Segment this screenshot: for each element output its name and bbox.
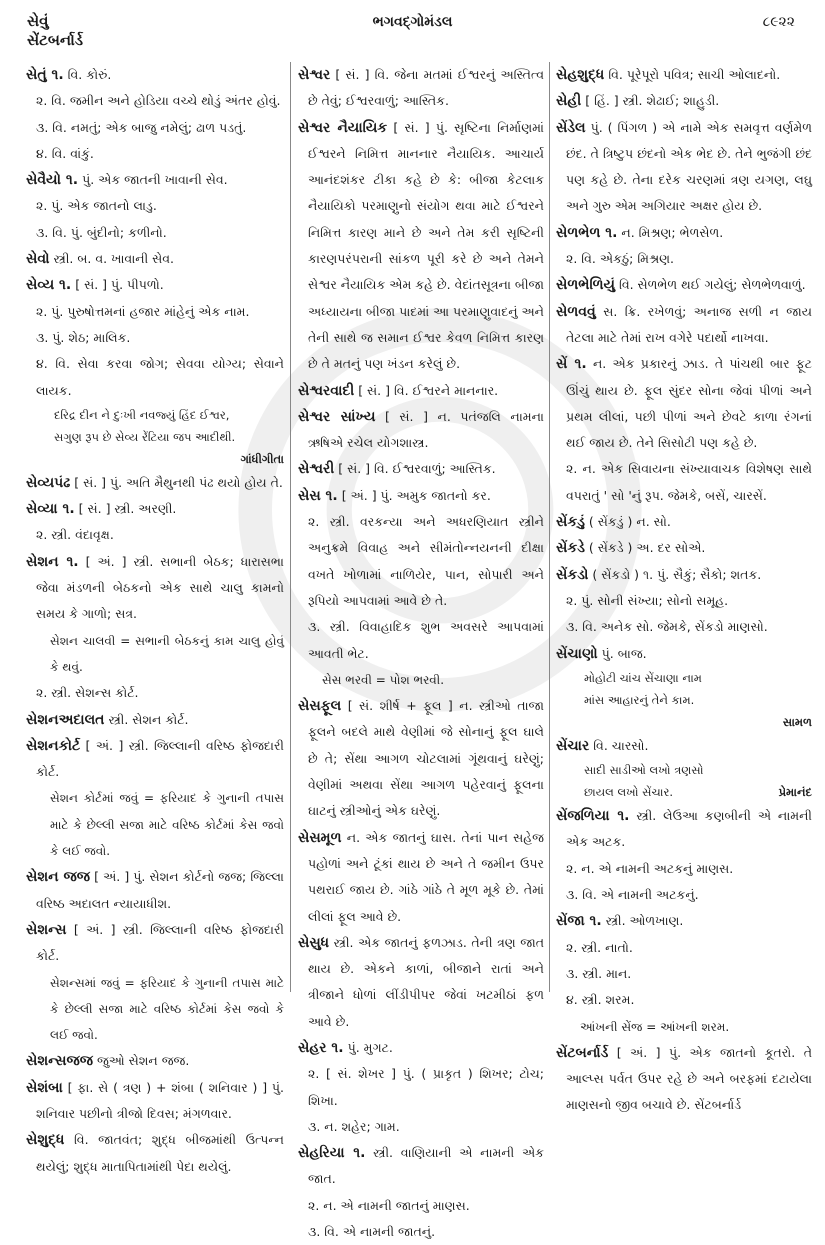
book-title: ભગવદ્ગોમંડલ: [372, 14, 453, 30]
headword: સેંડેલ: [556, 119, 586, 136]
headword: સેશ્વર સાંખ્ય: [298, 408, 376, 425]
sub-sense: ૪. સ્ત્રી. શરમ.: [566, 992, 635, 1008]
headword: સેહશુદ્ધ: [556, 67, 605, 83]
sub-sense: ૪. વિ. વાંકું.: [36, 145, 94, 161]
definition: વિ. ચારસો.: [593, 737, 649, 753]
definition: ( સેંકડું ) ન. સો.: [588, 514, 671, 530]
definition: [ સં. ] પું. પીપળો.: [75, 277, 164, 293]
dictionary-entry: [556, 908, 812, 934]
definition: સ્ત્રી. એક જાતનું ફળઝાડ. તેની ત્રણ જાત થાય છે. એકને કાળાં, બીજાને રાતાં અને ત્રીજાને ધોળાં લીંડીપીપર જેવાં ખટમીઠાં ફળ આવે છે.: [308, 934, 544, 1029]
definition: સ. ક્રિ. રખેળવું; અનાજ સળી ન જાય તેટલા માટે તેમાં રાખ વગેરે પદાર્થો નાખવા.: [566, 303, 812, 345]
headword: સેસમૂળ: [298, 829, 342, 846]
definition: ન. એક જાતનું ઘાસ. તેનાં પાન સહેજ પહોળાં અને ટૂંકાં થાય છે અને તે જમીન ઉપર પથરાઈ જાય છે. ગાંઠે ગાંઠે તે મૂળ મૂકે છે. તેમાં લીલાં ફૂલ આવે છે.: [308, 829, 544, 924]
definition: [ અં. ] પું. અમુક જાતનો કર.: [341, 487, 491, 503]
headword: સેસફૂલ: [298, 698, 342, 715]
dictionary-entry: [556, 803, 812, 856]
dictionary-entry: [26, 167, 284, 193]
sub-sense: ૨. ન. એક સિવાયના સંખ્યાવાચક વિશેષણ સાથે વપરાતું ' સો 'નું રૂપ. જેમકે, બસેં, ચારસેં.: [566, 461, 812, 503]
quotation-line: [584, 781, 812, 803]
sub-sense: ૪. વિ. સેવા કરવા જોગ; સેવવા યોગ્ય; સેવાને લાયક.: [36, 356, 284, 398]
definition: જુઓ સેશન જજ.: [96, 1053, 190, 1069]
headword: સેસુધ: [298, 934, 330, 951]
quotation-attribution: સામળ: [782, 714, 812, 729]
column-2: [298, 62, 544, 1245]
headword: સેંકડે: [556, 540, 585, 557]
definition: [ સં. ] ન. પતંજલિ નામના ઋષિએ રચેલ યોગશાસ્ત્ર.: [308, 408, 544, 451]
definition: [ અં. ] સ્ત્રી. સભાની બેઠક; ધારાસભા જેવા મંડળની બેઠકનો એક સાથે ચાલુ કામનો સમય કે ગાળો; સત્ર.: [36, 553, 284, 622]
dictionary-entry: [556, 115, 812, 220]
usage-phrase: સેશન કોર્ટમાં જવું = ફરિયાદ કે ગુનાની તપાસ માટે કે છેલ્લી સજા માટે વરિષ્ઠ કોર્ટમાં કેસ જવો કે લઈ જવો.: [50, 791, 284, 859]
sub-sense: ૨. [ સં. શેખર ] પું. ( પ્રાકૃત ) શિખર; ટોચ; શિખા.: [308, 1066, 544, 1108]
dictionary-entry: [26, 246, 284, 272]
dictionary-entry: [298, 404, 544, 457]
headword: સેહર ૧.: [298, 1039, 344, 1056]
headword: સેંટબર્નાર્ડ: [556, 1044, 609, 1061]
definition: પું. એક જાતની ખાવાની સેવ.: [82, 172, 228, 188]
quotation: [26, 404, 284, 448]
definition: પું. મુગટ.: [347, 1039, 393, 1055]
quotation-line: [54, 404, 284, 426]
headword: સેશુદ્ધ: [26, 1132, 65, 1149]
definition: [ સં. ] પું. અતિ મૈથુનથી પંઢ થયો હોય તે.: [74, 474, 283, 490]
definition: [ હિં. ] સ્ત્રી. શેઢાઈ; શાહુડી.: [585, 93, 720, 109]
last-guide-word: સેંટબર્નાર્ડ: [27, 31, 84, 49]
dictionary-entry: [298, 483, 544, 509]
quotation-text: માંસ આહારનું તેને કામ.: [584, 692, 695, 707]
definition: [ અં. ] સ્ત્રી. જિલ્લાની વરિષ્ઠ ફોજદારી કોર્ટ.: [36, 737, 284, 780]
sub-sense: ૩. વિ. પું. બુંદીનો; કળીનો.: [36, 224, 167, 240]
dictionary-entry: [26, 496, 284, 522]
dictionary-entry: [556, 62, 812, 88]
page-header: [0, 8, 825, 58]
headword: સેસ ૧.: [298, 487, 338, 504]
sub-sense: ૩. વિ. એ નામની અટકનું.: [566, 887, 699, 903]
quotation-text: સાદી સાડીઓ લખો ત્રણસો: [584, 763, 704, 778]
headword: સેશ્વર નૈયાયિક: [298, 119, 388, 136]
sub-sense: ૨. વિ. જમીન અને હોડિયા વચ્ચે થોડું અંતર હોવું.: [36, 93, 281, 109]
dictionary-entry: [298, 378, 544, 404]
definition: ( સેંકડો ) ૧. પું. સૈકું; સૈકો; શતક.: [592, 566, 762, 582]
dictionary-entry: [298, 62, 544, 115]
dictionary-entry: [298, 930, 544, 1035]
definition: [ સં. ] સ્ત્રી. અરણી.: [78, 501, 177, 517]
definition: સ્ત્રી. લેઉઆ કણબીની એ નામની એક અટક.: [566, 808, 812, 850]
usage-phrase: સેશન ચાલવી = સભાની બેઠકનું કામ ચાલુ હોવું કે થવું.: [50, 633, 284, 674]
quotation-attribution: પ્રેમાનંદ: [778, 785, 812, 800]
quotation: [556, 667, 812, 711]
headword: સેહરિયા ૧.: [298, 1145, 366, 1162]
headword: સેશન્સ: [26, 921, 67, 938]
sub-sense: ૨. સ્ત્રી. વંદાવૃક્ષ.: [36, 527, 114, 543]
definition: વિ. પૂરેપૂરો પવિત્ર; સાચી ઓલાદનો.: [608, 67, 781, 82]
usage-phrase: આંખની સેંજ = આંખની શરમ.: [580, 1019, 730, 1034]
headword: સેળભેળ ૧.: [556, 224, 618, 241]
headword: સેશનકોર્ટ: [26, 737, 81, 754]
definition: વિ. સેળભેળ થઈ ગયેલું; સેળભેળવાળું.: [619, 277, 806, 293]
sub-sense: ૩. સ્ત્રી. માન.: [566, 965, 632, 981]
sub-sense: ૨. પું. સોની સંખ્યા; સોનો સમૂહ.: [566, 592, 729, 608]
usage-phrase: સેસ ભરવી = પોશ ભરવી.: [322, 672, 445, 687]
sub-sense: ૨. સ્ત્રી. વરકન્યા અને અધરણિયાત સ્ત્રીને અનુક્રમે વિવાહ અને સીમંતોન્નયનની દીક્ષા વખતે ખોળામાં નાળિયેર, પાન, સોપારી અને રૂપિયો આપવામાં આવે છે તે.: [308, 514, 544, 608]
headword: સેં ૧.: [556, 356, 587, 373]
definition: ન. એક પ્રકારનું ઝાડ. તે પાંચથી બાર ફૂટ ઊંચું થાય છે. ફૂલ સુંદર સોના જેવાં પીળાં અને પ્રથમ લીલાં, પછી પીળાં અને છેવટે કાળા રંગનાં થઈ જાય છે. તેને સિસોટી પણ કહે છે.: [566, 356, 812, 451]
column-3: [556, 62, 812, 1119]
dictionary-entry: [556, 535, 812, 561]
definition: [ સં. ] વિ. જેના મતમાં ઈશ્વરનું અસ્તિત્વ છે તેવું; ઈશ્વરવાળું; આસ્તિક.: [308, 67, 544, 109]
definition: ન. મિશ્રણ; ભેળસેળ.: [621, 224, 724, 240]
headword: સેશન્સજજ: [26, 1053, 93, 1070]
column-divider: [549, 62, 550, 992]
headword: સેવૈયો ૧.: [26, 172, 79, 189]
headword: સેશંબા: [26, 1079, 63, 1096]
quotation-text: છાયલ લખો સેંચાર.: [584, 785, 674, 800]
page-number: ૮૯૨૨: [762, 14, 795, 30]
definition: સ્ત્રી. વાણિયાની એ નામની એક જાત.: [308, 1145, 544, 1187]
dictionary-entry: [26, 1075, 284, 1128]
sub-sense: ૩. વિ. અનેક સો. જેમકે, સેંકડો માણસો.: [566, 619, 768, 635]
dictionary-entry: [556, 299, 812, 352]
definition: પું. ( પિંગળ ) એ નામે એક સમવૃત્ત વર્ણમેળ છંદ. તે ત્રિષ્ટુપ છંદનો એક ભેદ છે. તેને ભુજંગી છંદ પણ કહે છે. તેના દરેક ચરણમાં ત્રણ યગણ, લઘુ અને ગુરુ એમ અગિયાર અક્ષર હોય છે.: [566, 119, 812, 214]
dictionary-entry: [556, 733, 812, 759]
column-divider: [290, 62, 291, 992]
dictionary-entry: [556, 509, 812, 535]
definition: [ સં. શીર્ષ + ફૂલ ] ન. સ્ત્રીઓ તાજા ફૂલને બદલે માથે વેણીમાં જે સોનાનું ફૂલ ઘાલે છે તે; સેંથા આગળ ચોટલામાં ગૂંથવાનું ઘરેણું; વેણીમાં અથવા સેંથા આગળ પહેરવાનું ફૂલના ઘાટનું સ્ત્રીઓનું એક ઘરેણું.: [308, 698, 545, 819]
headword: સેંજળિયા ૧.: [556, 808, 630, 825]
headword: સેવ્ય ૧.: [26, 277, 72, 294]
dictionary-entry: [26, 62, 284, 88]
dictionary-entry: [556, 220, 812, 246]
dictionary-entry: [26, 917, 284, 970]
sub-sense: ૨. વિ. એકઠું; મિશ્રણ.: [566, 251, 675, 267]
headword: સેંજા ૧.: [556, 913, 602, 930]
quotation-line: [584, 667, 812, 689]
sub-sense: ૨. ન. એ નામની જાતનું માણસ.: [308, 1197, 470, 1213]
definition: [ અં. ] સ્ત્રી. જિલ્લાની વરિષ્ઠ ફોજદારી કોર્ટ.: [36, 921, 284, 964]
dictionary-entry: [298, 456, 544, 482]
definition: [ ફા. સે ( ત્રણ ) + શંબા ( શનિવાર ) ] પું. શનિવાર પછીનો ત્રીજો દિવસ; મંગળવાર.: [36, 1079, 284, 1121]
dictionary-entry: [26, 707, 284, 733]
sub-sense: ૨. સ્ત્રી. સેશન્સ કોર્ટ.: [36, 685, 139, 701]
dictionary-entry: [556, 272, 812, 298]
headword: સેશન જજ: [26, 869, 91, 886]
dictionary-entry: [26, 549, 284, 628]
dictionary-entry: [26, 733, 284, 786]
sub-sense: ૩. ન. શહેર; ગામ.: [308, 1118, 400, 1134]
headword: સેવ્યા ૧.: [26, 501, 75, 518]
dictionary-entry: [556, 641, 812, 667]
definition: પું. બાજ.: [601, 645, 647, 661]
dictionary-entry: [26, 1127, 284, 1180]
definition: [ અં. ] પું. એક જાતનો કૂતરો. તે આલ્પ્સ પર્વત ઉપર રહે છે અને બરફમાં દટાયેલા માણસનો જીવ બચાવે છે. સેંટબર્નાર્ડ: [566, 1044, 812, 1113]
dictionary-entry: [298, 693, 544, 824]
dictionary-entry: [298, 115, 544, 378]
definition: [ સં. ] પું. સૃષ્ટિના નિર્માણમાં ઈશ્વરને નિમિત્ત માનનાર નૈયાયિક. આચાર્ય આનંદશંકર ટીકા કહે છે કે: બીજા કેટલાક નૈયાયિકો પરમાણુનો સંયોગ થવા માટે ઈશ્વરને નિમિત્ત કારણ માને છે અને તેમ કરી સૃષ્ટિની કારણપરંપરાની સાંકળ પૂરી કરે છે અને તેમને સેશ્વર નૈયાયિક એમ કહે છે. વેદાંતસૂત્રના બીજા અધ્યાયના બીજા પાદમાં આ પરમાણુવાદનું અને તેની સાથે જ સમાન ઈશ્વર કેવળ નિમિત્ત કારણ છે તે મતનું પણ ખંડન કરેલું છે.: [308, 119, 544, 372]
headword: સેળવવું: [556, 303, 596, 320]
sub-sense: ૩. વિ. એ નામની જાતનું.: [308, 1224, 436, 1240]
headword: સેંકડો: [556, 566, 589, 583]
dictionary-entry: [556, 351, 812, 456]
dictionary-entry: [26, 1048, 284, 1074]
sub-sense: ૨. પું. પુરુષોત્તમનાં હજાર માંહેનું એક નામ.: [36, 303, 250, 319]
definition: સ્ત્રી. સેશન કોર્ટ.: [108, 711, 189, 727]
dictionary-entry: [298, 825, 544, 930]
headword: સેળભેળિયું: [556, 277, 616, 294]
quotation-text: મોહોટી ચાંચ સેંચાણા નામ: [584, 670, 702, 685]
dictionary-entry: [26, 864, 284, 917]
definition: સ્ત્રી. બ. વ. ખાવાની સેવ.: [53, 251, 175, 267]
quotation-text: સગુણ રૂપ છે સેવ્ય રેંટિયા જપ આદીથી.: [54, 429, 236, 444]
headword: સેતું ૧.: [26, 67, 64, 83]
headword: સેશ્વરવાદી: [298, 382, 355, 399]
headword: સેહી: [556, 93, 582, 110]
quotation-line: [54, 426, 284, 448]
headword: સેવ્યપંઢ: [26, 474, 71, 491]
dictionary-entry: [26, 470, 284, 496]
sub-sense: ૩. વિ. નમતું; એક બાજુ નમેલું; ઢાળ પડતું.: [36, 119, 247, 135]
sub-sense: ૩. સ્ત્રી. વિવાહાદિક શુભ અવસરે આપવામાં આવતી ભેટ.: [308, 619, 544, 661]
sub-sense: ૨. પું. એક જાતનો લાડુ.: [36, 198, 157, 214]
headword: સેશનઅદાલત: [26, 711, 105, 728]
dictionary-entry: [556, 88, 812, 114]
usage-phrase: સેશન્સમાં જવું = ફરિયાદ કે ગુનાની તપાસ માટે કે છેલ્લી સજા માટે વરિષ્ઠ કોર્ટમાં કેસ જવો કે લઈ જવો.: [50, 975, 284, 1043]
headword: સેંચાર: [556, 737, 590, 754]
sub-sense: ૨. ન. એ નામની અટકનું માણસ.: [566, 860, 734, 876]
definition: [ અં. ] પું. સેશન કોર્ટનો જજ; જિલ્લા વરિષ્ઠ અદાલત ન્યાયાધીશ.: [36, 869, 284, 911]
quotation-text: દરિદ્ર દીન ને દુઃખી નવજ્યું હિંદ ઈશ્વર,: [54, 407, 230, 422]
definition: વિ. કોરું.: [67, 67, 112, 82]
quotation-attribution: ગાંધીગીતા: [240, 451, 284, 466]
dictionary-entry: [556, 1040, 812, 1119]
dictionary-entry: [26, 272, 284, 298]
dictionary-entry: [298, 1140, 544, 1193]
quotation: [556, 759, 812, 803]
definition: [ સં. ] વિ. ઈશ્વરને માનનાર.: [358, 382, 499, 398]
definition: [ સં. ] વિ. ઈશ્વરવાળું; આસ્તિક.: [338, 461, 496, 477]
definition: વિ. જાતવંત; શુદ્ધ બીજમાંથી ઉત્પન્ન થયેલું; શુદ્ધ માતાપિતામાંથી પેદા થયેલું.: [36, 1132, 284, 1174]
headword: સેંકડું: [556, 514, 585, 531]
column-1: [26, 62, 284, 1180]
quotation-line: [584, 689, 812, 711]
sub-sense: ૩. પું. શેઠ; માલિક.: [36, 329, 131, 345]
definition: સ્ત્રી. ઓળખાણ.: [605, 913, 684, 929]
first-guide-word: સેવું: [27, 12, 49, 30]
headword: સેશ્વર: [298, 67, 331, 83]
dictionary-entry: [298, 1035, 544, 1061]
quotation-line: [584, 759, 812, 781]
headword: સેશન ૧.: [26, 553, 79, 570]
dictionary-entry: [556, 562, 812, 588]
definition: ( સેંકડે ) અ. દર સોએ.: [588, 540, 706, 556]
sub-sense: ૨. સ્ત્રી. નાતો.: [566, 939, 633, 955]
headword: સેવો: [26, 251, 50, 268]
headword: સેંચાણો: [556, 645, 598, 662]
headword: સેશ્વરી: [298, 461, 335, 478]
